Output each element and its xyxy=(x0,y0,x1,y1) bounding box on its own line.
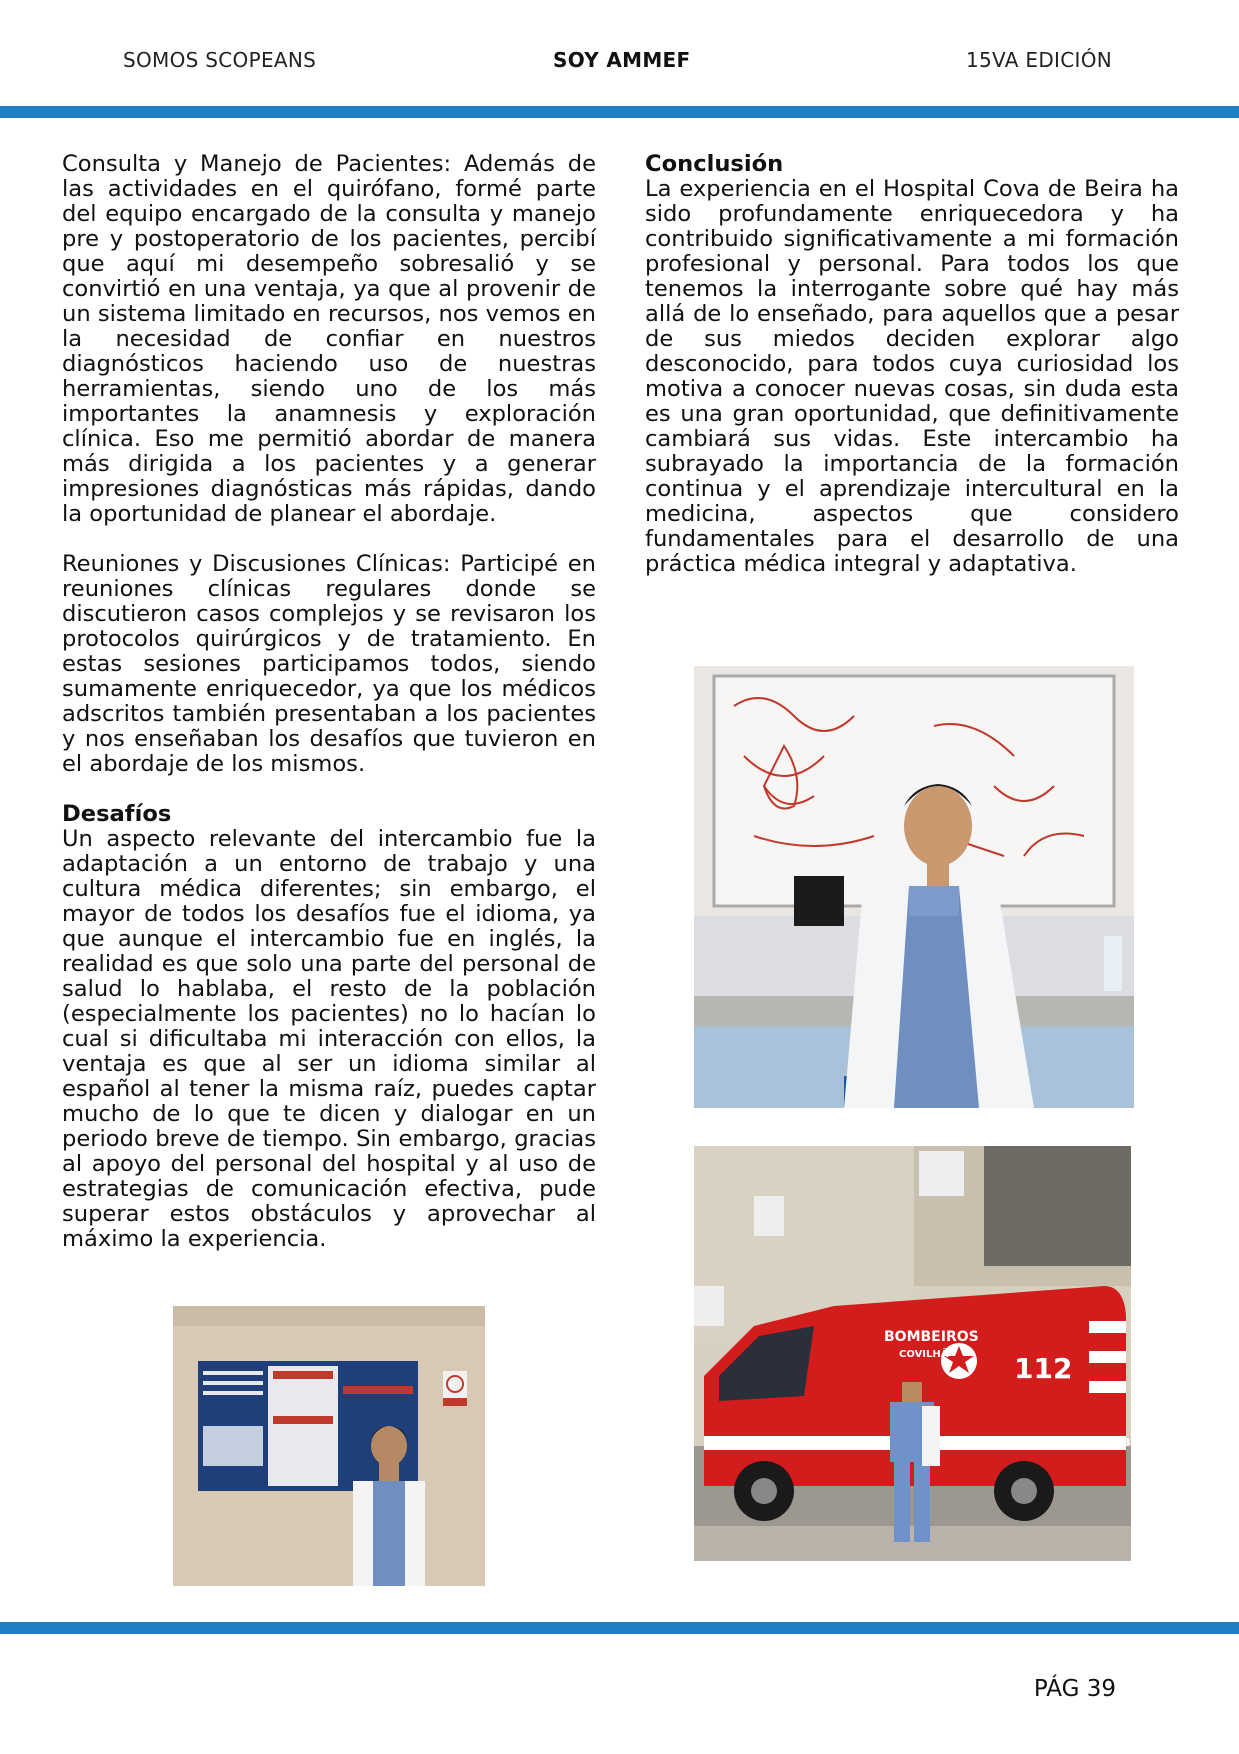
paragraph-consultation: Consulta y Manejo de Pacientes: Además de las actividades en el quirófano, formé parte del equipo encargado de la consulta y manejo pre y postoperatorio de los pacientes, percibí que aquí mi desempeño sobresalió y se convirtió en una ventaja, ya que al provenir de un sistema limitado en recursos, nos vemos en la necesidad de confiar en nuestros diagnósticos haciendo uso de nuestras herramientas, siendo uno de los más importantes la anamnesis y exploración clínica. Eso me permitió abordar de manera más dirigida a los pacientes y a generar impresiones diagnósticas más rápidas, dando la oportunidad de planear el abordaje. xyxy=(62,151,596,527)
ambulance-plate: 0501 ABSC 09 xyxy=(1079,1436,1166,1449)
ambulance-number: 112 xyxy=(1014,1352,1073,1385)
photo-doctor-whiteboard xyxy=(694,666,1134,1108)
footer-band xyxy=(0,1622,1239,1634)
header-band xyxy=(0,106,1239,118)
paragraph-meetings: Reuniones y Discusiones Clínicas: Participé en reuniones clínicas regulares donde se discutieron casos complejos y se revisaron los protocolos quirúrgicos y de tratamiento. En estas sesiones participamos todos, siendo sumamente enriquecedor, ya que los médicos adscritos también presentaban a los pacientes y nos enseñaban los desafíos que tuvieron en el abordaje de los mismos. xyxy=(62,551,596,777)
heading-challenges: Desafíos xyxy=(62,801,172,827)
paragraph-challenges: Un aspecto relevante del intercambio fue la adaptación a un entorno de trabajo y una cultura médica diferentes; sin embargo, el mayor de todos los desafíos fue el idioma, ya que aunque el intercambio fue en inglés, la realidad es que solo una parte del personal de salud lo hablaba, el resto de la población (especialmente los pacientes) no lo hacían lo cual si dificultaba mi interacción con ellos, la ventaja es que al ser un idioma similar al español al tener la misma raíz, puedes captar mucho de lo que te dicen y dialogar en un periodo breve de tiempo. Sin embargo, gracias al apoyo del personal del hospital y al uso de estrategias de comunicación efectiva, pude superar estos obstáculos y aprovechar al máximo la experiencia. xyxy=(62,826,596,1252)
header-center: SOY AMMEF xyxy=(553,48,691,72)
left-column xyxy=(62,152,596,1252)
page-number: PÁG 39 xyxy=(1033,1676,1116,1702)
heading-conclusion: Conclusión xyxy=(645,151,784,177)
paragraph-conclusion: La experiencia en el Hospital Cova de Beira ha sido profundamente enriquecedora y ha contribuido significativamente a mi formación profesional y personal. Para todos los que tenemos la interrogante sobre qué hay más allá de lo enseñado, para aquellos que a pesar de sus miedos deciden explorar algo desconocido, para todos cuya curiosidad los motiva a conocer nuevas cosas, sin duda esta es una gran oportunidad, que definitivamente cambiará sus vidas. Este intercambio ha subrayado la importancia de la formación continua y el aprendizaje intercultural en la medicina, aspectos que considero fundamentales para el desarrollo de una práctica médica integral y adaptativa. xyxy=(645,176,1179,577)
ambulance-brand: BOMBEIROS xyxy=(884,1329,979,1345)
photo-doctor-signboard xyxy=(173,1306,485,1586)
ambulance-sub: COVILHÃ xyxy=(899,1349,949,1360)
right-column xyxy=(645,152,1179,577)
photo-ambulance xyxy=(694,1146,1166,1561)
header-right: 15VA EDICIÓN xyxy=(966,48,1112,72)
header-left: SOMOS SCOPEANS xyxy=(123,48,317,72)
